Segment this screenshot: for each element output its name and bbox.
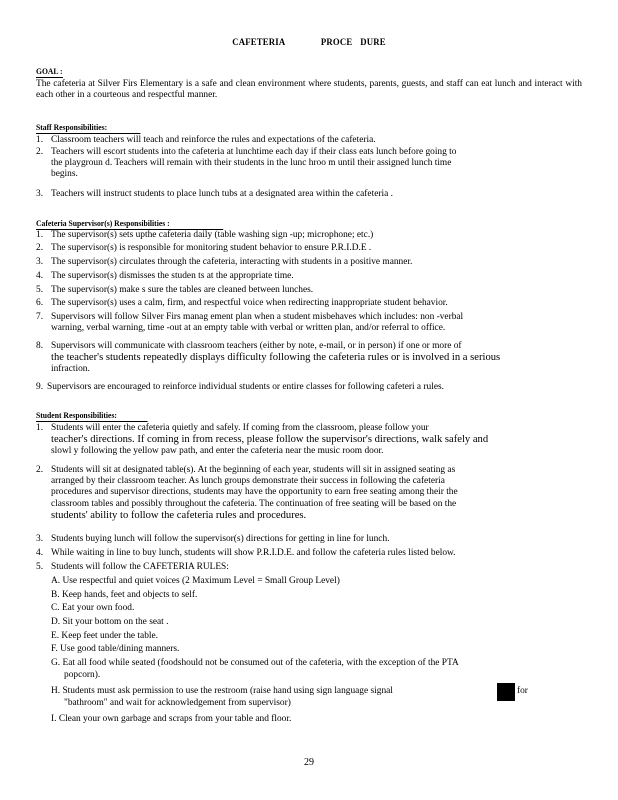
rule-text: Clean your own garbage and scraps from your table and floor.	[58, 714, 292, 724]
list-number: 5.	[36, 285, 44, 295]
student-item-5	[51, 562, 575, 573]
item-line: Students will enter the cafeteria quietly and safely. If coming from the classroom, please follow your	[51, 423, 429, 433]
item-line: Students buying lunch will follow the supervisor(s) directions for getting in line for lunch.	[51, 534, 390, 544]
rule-h	[51, 686, 393, 697]
rule-letter: I.	[51, 714, 57, 724]
rule-text: Keep hands, feet and objects to self.	[61, 590, 198, 600]
list-number: 3.	[36, 189, 44, 199]
list-number: 2.	[36, 147, 44, 157]
rule-e	[51, 631, 158, 642]
rule-text: Use respectful and quiet voices (2 Maximum Level = Small Group Level)	[62, 576, 340, 586]
rule-letter: E.	[51, 631, 60, 641]
item-line: Classroom teachers will teach and reinforce the rules and expectations of the cafeteria.	[51, 135, 376, 145]
list-number: 9.	[36, 382, 44, 392]
item-line: warning, verbal warning, time -out at an empty table with verbal or written plan, and/or referral to office.	[51, 323, 446, 334]
item-line: slowl y following the yellow paw path, and enter the cafeteria near the music room door.	[51, 446, 384, 457]
rule-h-tail: for	[517, 686, 528, 696]
rule-i	[51, 714, 291, 725]
student-item-1	[51, 423, 575, 457]
rule-text: Eat all food while seated (foodshould not be consumed out of the cafeteria, with the exception of the PTA	[62, 658, 459, 668]
item-line: Supervisors are encouraged to reinforce individual students or entire classes for following cafeteri a rules.	[47, 382, 444, 392]
supervisor-item-7	[51, 312, 575, 334]
rule-a	[51, 576, 340, 587]
rule-text: Use good table/dining manners.	[60, 644, 180, 654]
item-line: Students will follow the CAFETERIA RULES:	[51, 562, 229, 572]
supervisor-item-6	[51, 298, 575, 309]
rule-letter: F.	[51, 644, 58, 654]
student-item-3	[51, 534, 575, 545]
rule-letter: B.	[51, 590, 60, 600]
item-line: The supervisor(s) sets upthe cafeteria daily (table washing sign -up; microphone; etc.)	[51, 230, 374, 240]
list-number: 2.	[36, 243, 44, 253]
item-line: infraction.	[51, 364, 90, 375]
item-line: The supervisor(s) circulates through the cafeteria, interacting with students in a positive manner.	[51, 257, 413, 267]
rule-letter: D.	[51, 617, 61, 627]
item-line: The supervisor(s) dismisses the studen ts at the appropriate time.	[51, 271, 294, 281]
page-title	[25, 38, 594, 48]
staff-heading: Staff Responsibilities:	[36, 122, 140, 134]
item-line: procedures and supervisor directions, students may have the opportunity to earn free seating among their the	[51, 487, 458, 498]
supervisor-heading: Cafeteria Supervisor(s) Responsibilities :	[36, 218, 223, 230]
list-number: 1.	[36, 423, 44, 433]
supervisor-item-9	[47, 382, 579, 393]
supervisor-item-3	[51, 257, 575, 268]
student-heading: Student Responsibilities:	[36, 410, 148, 422]
item-line: begins.	[51, 169, 78, 180]
item-line: teacher's directions. If coming in from recess, please follow the supervisor's directions, walk safely and	[51, 434, 489, 446]
item-line: Teachers will escort students into the cafeteria at lunchtime each day if their class eats lunch before going to	[51, 147, 457, 157]
item-line: Students will sit at designated table(s). At the beginning of each year, students will sit in assigned seating as	[51, 465, 456, 475]
list-number: 2.	[36, 465, 44, 475]
rule-g	[51, 658, 459, 669]
item-line: Supervisors will follow Silver Firs manag ement plan when a student misbehaves which includes: non -verbal	[51, 312, 464, 322]
supervisor-item-2	[51, 243, 575, 254]
page-number: 29	[304, 757, 314, 768]
item-line: arranged by their classroom teacher. As lunch groups demonstrate their success in following the cafeteria	[51, 476, 445, 487]
supervisor-item-8	[51, 341, 575, 375]
item-line: The supervisor(s) uses a calm, firm, and respectful voice when redirecting inappropriate student behavior.	[51, 298, 448, 308]
rule-g-continuation: popcorn).	[64, 670, 101, 680]
staff-item-1	[51, 135, 575, 146]
rule-letter: C.	[51, 603, 60, 613]
list-number: 4.	[36, 271, 44, 281]
rule-text: Keep feet under the table.	[61, 631, 158, 641]
item-line: The supervisor(s) make s sure the tables are cleaned between lunches.	[51, 285, 314, 295]
rule-d	[51, 617, 168, 628]
item-line: While waiting in line to buy lunch, students will show P.R.I.D.E. and follow the cafeteria rules listed below.	[51, 548, 456, 558]
item-line: students' ability to follow the cafeteria rules and procedures.	[51, 509, 307, 521]
rule-text: Students must ask permission to use the restroom (raise hand using sign language signal	[62, 686, 393, 696]
item-line: classroom tables and possibly throughout the cafeteria. The continuation of free seating will be based on the	[51, 498, 457, 509]
supervisor-item-5	[51, 285, 575, 296]
list-number: 3.	[36, 257, 44, 267]
list-number: 3.	[36, 534, 44, 544]
rule-c	[51, 603, 134, 614]
rule-letter: G.	[51, 658, 61, 668]
item-line: the teacher's students repeatedly displays difficulty following the cafeteria rules or is involved in a serious	[51, 352, 501, 364]
rule-letter: H.	[51, 686, 61, 696]
staff-item-2	[51, 147, 575, 181]
list-number: 8.	[36, 341, 44, 351]
supervisor-item-1	[51, 230, 575, 241]
list-number: 1.	[36, 135, 44, 145]
rule-text: Sit your bottom on the seat .	[62, 617, 169, 627]
staff-item-3	[51, 189, 575, 200]
item-line: Teachers will instruct students to place lunch tubs at a designated area within the cafeteria .	[51, 189, 393, 199]
rule-b	[51, 590, 197, 601]
redaction-block	[497, 683, 515, 701]
rule-h-continuation: "bathroom" and wait for acknowledgement from supervisor)	[64, 698, 291, 708]
list-number: 7.	[36, 312, 44, 322]
rule-f	[51, 644, 179, 655]
supervisor-item-4	[51, 271, 575, 282]
goal-text: The cafeteria at Silver Firs Elementary is a safe and clean environment where students, parents, guests, and staff can eat lunch and interact with each other in a courteous and respectful manner.	[36, 79, 582, 101]
title-part-3: DURE	[360, 38, 386, 48]
item-line: Supervisors will communicate with classroom teachers (either by note, e-mail, or in person) if one or more of	[51, 341, 462, 351]
title-part-2: PROCE	[320, 38, 353, 48]
rule-letter: A.	[51, 576, 61, 586]
title-part-1: CAFETERIA	[232, 38, 286, 48]
rule-text: Eat your own food.	[61, 603, 135, 613]
list-number: 4.	[36, 548, 44, 558]
list-number: 1.	[36, 230, 44, 240]
student-item-4	[51, 548, 575, 559]
goal-heading: GOAL :	[36, 66, 63, 76]
list-number: 6.	[36, 298, 44, 308]
item-line: The supervisor(s) is responsible for monitoring student behavior to ensure P.R.I.D.E .	[51, 243, 372, 253]
student-item-2	[51, 465, 575, 522]
list-number: 5.	[36, 562, 44, 572]
item-line: the playgroun d. Teachers will remain with their students in the lunc hroo m until their assigned lunch time	[51, 158, 452, 169]
